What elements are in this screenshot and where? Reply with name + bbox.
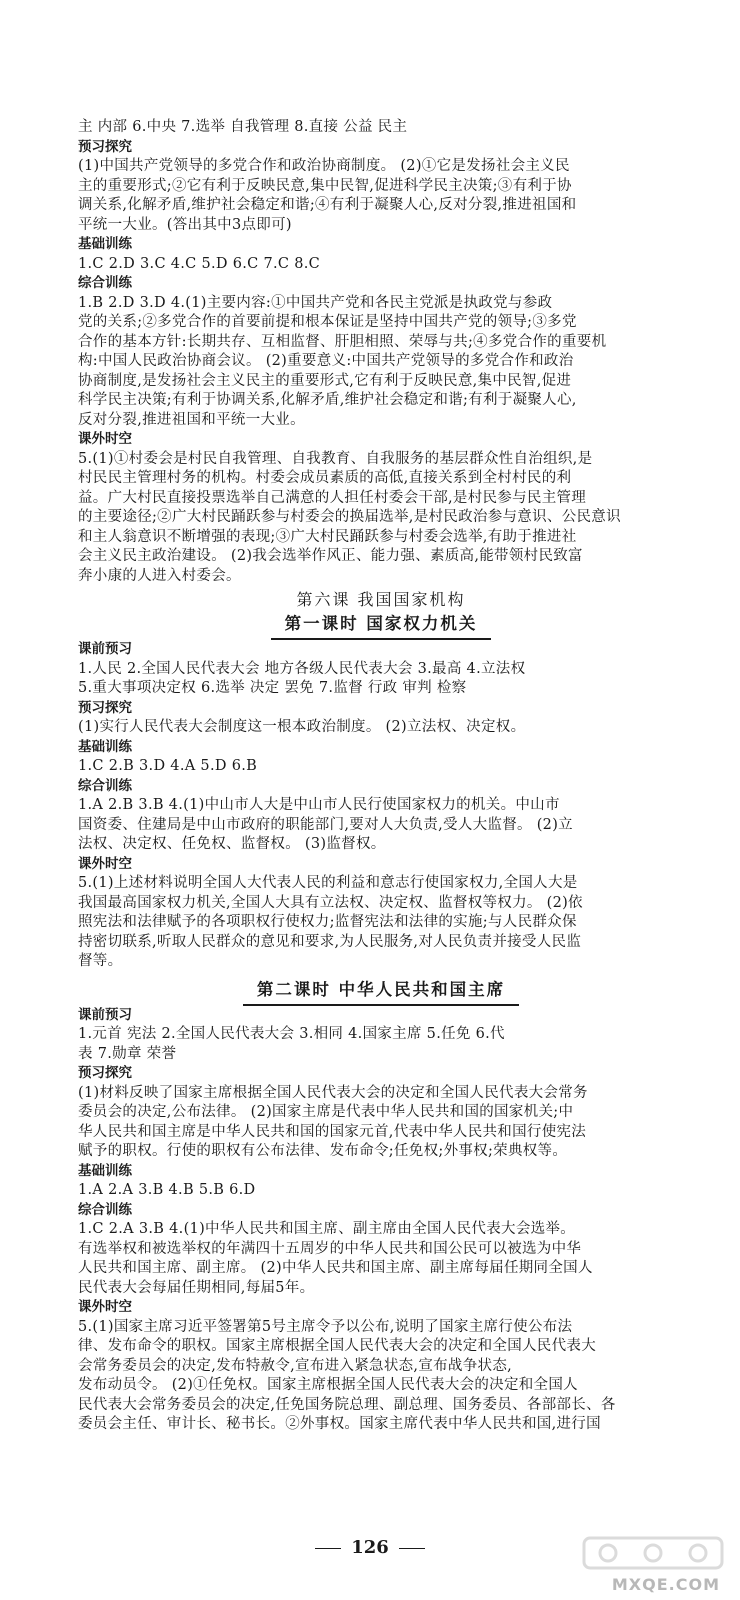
subsection-heading: 基础训练 xyxy=(78,236,132,252)
answer-line: 持密切联系,听取人民群众的意见和要求,为人民服务,对人民负责并接受人民监 xyxy=(78,933,582,950)
answer-line: 党的关系;②多党合作的首要前提和根本保证是坚持中国共产党的领导;③多党 xyxy=(78,314,577,330)
answer-line: 1.B 2.D 3.D 4.(1)主要内容:①中国共产党和各民主党派是执政党与参政 xyxy=(78,294,553,311)
section-title xyxy=(78,612,684,640)
answer-line: (1)材料反映了国家主席根据全国人民代表大会的决定和全国人民代表大会常务 xyxy=(78,1084,588,1101)
subsection-heading: 基础训练 xyxy=(78,1162,132,1179)
answer-line: 法权、决定权、任免权、监督权。 (3)监督权。 xyxy=(78,836,386,852)
answer-line: 的主要途径;②广大村民踊跃参与村委会的换届选举,是村民政治参与意识、公民意识 xyxy=(78,509,621,525)
answer-line: 1.C 2.A 3.B 4.(1)中华人民共和国主席、副主席由全国人民代表大会选举。 xyxy=(78,1221,576,1237)
answer-line: 益。广大村民直接投票选举自己满意的人担任村委会干部,是村民参与民主管理 xyxy=(78,489,587,506)
answer-line: 奔小康的人进入村委会。 xyxy=(78,567,241,584)
answer-line: 1.A 2.A 3.B 4.B 5.B 6.D xyxy=(78,1182,256,1198)
answer-line: 民代表大会常务委员会的决定,任免国务院总理、副总理、国务委员、各部部长、各 xyxy=(78,1396,616,1413)
page-number-dash-right xyxy=(399,1548,425,1549)
answer-line: 调关系,化解矛盾,维护社会稳定和谐;④有利于凝聚人心,反对分裂,推进祖国和 xyxy=(78,197,577,213)
subsection-heading: 综合训练 xyxy=(78,1201,132,1218)
section-title xyxy=(78,978,684,1006)
subsection-heading: 课前预习 xyxy=(78,1006,132,1023)
page-number-dash-left xyxy=(315,1548,341,1549)
answer-line: 赋予的职权。行使的职权有公布法律、发布命令;任免权;外事权;荣典权等。 xyxy=(78,1143,568,1159)
answer-line: 构:中国人民政治协商会议。 (2)重要意义:中国共产党领导的多党合作和政治 xyxy=(78,353,574,369)
answer-line: 发布动员令。 (2)①任免权。国家主席根据全国人民代表大会的决定和全国人 xyxy=(78,1377,578,1393)
answer-line: 照宪法和法律赋予的各项职权行使权力;监督宪法和法律的实施;与人民群众保 xyxy=(78,914,577,930)
watermark-text: MXQE.COM xyxy=(611,1575,720,1594)
answer-line: 华人民共和国主席是中华人民共和国的国家元首,代表中华人民共和国行使宪法 xyxy=(78,1123,587,1140)
answer-line: 民代表大会每届任期相同,每届5年。 xyxy=(78,1279,315,1296)
answer-line: 有选举权和被选举权的年满四十五周岁的中华人民共和国公民可以被选为中华 xyxy=(78,1240,582,1257)
answer-line: 5.(1)国家主席习近平签署第5号主席令予以公布,说明了国家主席行使公布法 xyxy=(78,1318,573,1335)
answer-line: 律、发布命令的职权。国家主席根据全国人民代表大会的决定和全国人民代表大 xyxy=(78,1338,596,1354)
answer-line: 表 7.勋章 荣誉 xyxy=(78,1045,177,1062)
answer-line: 平统一大业。(答出其中3点即可) xyxy=(78,216,292,233)
answer-line: (1)中国共产党领导的多党合作和政治协商制度。 (2)①它是发扬社会主义民 xyxy=(78,158,570,174)
answer-line: 人民共和国主席、副主席。 (2)中华人民共和国主席、副主席每届任期同全国人 xyxy=(78,1260,593,1276)
subsection-heading: 预习探究 xyxy=(78,1065,132,1081)
answer-line: 会主义民主政治建设。 (2)我会选举作风正、能力强、素质高,能带领村民致富 xyxy=(78,548,583,564)
subsection-heading: 课外时空 xyxy=(78,855,132,872)
subsection-heading: 课外时空 xyxy=(78,1299,132,1315)
answer-line: 督等。 xyxy=(78,953,123,969)
subsection-heading: 综合训练 xyxy=(78,777,132,794)
answer-line: (1)实行人民代表大会制度这一根本政治制度。 (2)立法权、决定权。 xyxy=(78,719,526,735)
answer-line: 合作的基本方针:长期共存、互相监督、肝胆相照、荣辱与共;④多党合作的重要机 xyxy=(78,333,607,350)
answer-line: 会常务委员会的决定,发布特赦令,宣布进入紧急状态,宣布战争状态, xyxy=(78,1357,513,1374)
answer-line: 主的重要形式;②它有利于反映民意,集中民智,促进科学民主决策;③有利于协 xyxy=(78,177,572,194)
section-title-text: 第一课时 国家权力机关 xyxy=(271,612,492,640)
answer-line: 国资委、住建局是中山市政府的职能部门,要对人大负责,受人大监督。 (2)立 xyxy=(78,816,573,833)
answer-line: 1.A 2.B 3.B 4.(1)中山市人大是中山市人民行使国家权力的机关。中山市 xyxy=(78,797,560,813)
answer-line: 村民民主管理村务的机构。村委会成员素质的高低,直接关系到全村村民的利 xyxy=(78,470,572,486)
answer-line: 协商制度,是发扬社会主义民主的重要形式,它有利于反映民意,集中民智,促进 xyxy=(78,372,572,389)
answer-line: 1.C 2.B 3.D 4.A 5.D 6.B xyxy=(78,758,258,774)
subsection-heading: 课外时空 xyxy=(78,431,132,447)
subsection-heading: 预习探究 xyxy=(78,138,132,155)
answer-line: 和主人翁意识不断增强的表现;③广大村民踊跃参与村委会选举,有助于推进社 xyxy=(78,528,577,545)
answer-line: 委员会主任、审计长、秘书长。②外事权。国家主席代表中华人民共和国,进行国 xyxy=(78,1416,601,1432)
page-number-text: 126 xyxy=(351,1537,389,1558)
answer-line: 1.人民 2.全国人民代表大会 地方各级人民代表大会 3.最高 4.立法权 xyxy=(78,660,526,677)
answer-line: 1.C 2.D 3.C 4.C 5.D 6.C 7.C 8.C xyxy=(78,255,321,272)
answer-line: 主 内部 6.中央 7.选举 自我管理 8.直接 公益 民主 xyxy=(78,119,408,135)
answer-line: 我国最高国家权力机关,全国人大具有立法权、决定权、监督权等权力。 (2)依 xyxy=(78,894,583,911)
answer-line: 5.(1)①村委会是村民自我管理、自我教育、自我服务的基层群众性自治组织,是 xyxy=(78,450,593,467)
lesson-title: 第六课 我国国家机构 xyxy=(296,590,466,609)
subsection-heading: 基础训练 xyxy=(78,738,132,755)
subsection-heading: 课前预习 xyxy=(78,641,132,657)
answer-line: 科学民主决策;有利于协调关系,化解矛盾,维护社会稳定和谐;有利于凝聚人心, xyxy=(78,392,577,408)
answer-line: 5.重大事项决定权 6.选举 决定 罢免 7.监督 行政 审判 检察 xyxy=(78,680,467,696)
section-title-text: 第二课时 中华人民共和国主席 xyxy=(243,978,519,1006)
answer-line: 委员会的决定,公布法律。 (2)国家主席是代表中华人民共和国的国家机关;中 xyxy=(78,1104,574,1120)
answer-page xyxy=(78,118,684,1435)
subsection-heading: 综合训练 xyxy=(78,275,132,291)
answer-line: 反对分裂,推进祖国和平统一大业。 xyxy=(78,411,305,428)
answer-line: 5.(1)上述材料说明全国人大代表人民的利益和意志行使国家权力,全国人大是 xyxy=(78,875,578,891)
answer-line: 1.元首 宪法 2.全国人民代表大会 3.相同 4.国家主席 5.任免 6.代 xyxy=(78,1026,505,1042)
subsection-heading: 预习探究 xyxy=(78,699,132,716)
